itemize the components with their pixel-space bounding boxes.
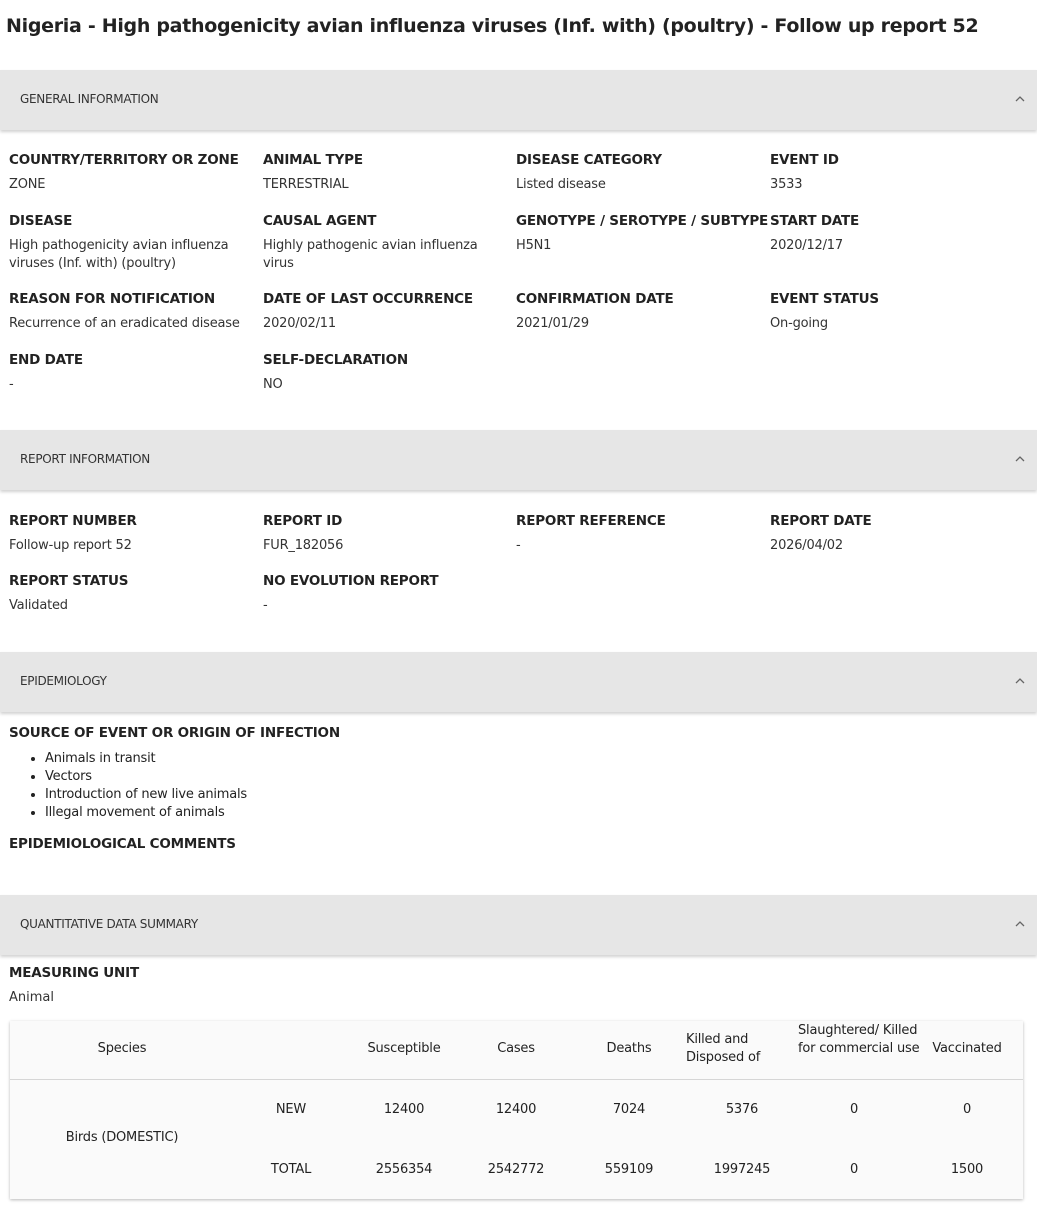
- chevron-up-icon[interactable]: [1013, 674, 1027, 688]
- field-report-status: [9, 573, 259, 615]
- field-label: CAUSAL AGENT: [263, 213, 377, 229]
- list-item: • Animals in transit: [45, 750, 247, 768]
- total-vaccinated: 1500: [950, 1162, 984, 1177]
- source-list: [27, 750, 247, 822]
- row-type-new: NEW: [275, 1102, 307, 1117]
- measuring-unit-value: Animal: [9, 990, 54, 1005]
- field-value: 2020/12/17: [770, 238, 843, 253]
- section-title: EPIDEMIOLOGY: [20, 674, 107, 688]
- field-label: DISEASE CATEGORY: [516, 152, 662, 168]
- field-label: ANIMAL TYPE: [263, 152, 363, 168]
- field-label: SELF-DECLARATION: [263, 352, 408, 368]
- field-label: REPORT ID: [263, 513, 343, 529]
- chevron-up-icon[interactable]: [1013, 92, 1027, 106]
- field-disease-category: [516, 152, 766, 194]
- new-killed-disposed: 5376: [725, 1102, 759, 1117]
- field-report-date: [770, 513, 1020, 555]
- field-value: -: [9, 377, 14, 392]
- chevron-up-icon[interactable]: [1013, 452, 1027, 466]
- measuring-unit-label: MEASURING UNIT: [9, 965, 139, 981]
- field-event-status: [770, 291, 1020, 333]
- field-report-reference: [516, 513, 766, 555]
- field-value: Highly pathogenic avian influenza virus: [263, 238, 478, 271]
- field-label: EVENT STATUS: [770, 291, 879, 307]
- chevron-up-icon[interactable]: [1013, 917, 1027, 931]
- field-label: NO EVOLUTION REPORT: [263, 573, 439, 589]
- field-end-date: [9, 352, 259, 394]
- field-value: On-going: [770, 316, 828, 331]
- field-country-zone: [9, 152, 259, 194]
- field-value: Recurrence of an eradicated disease: [9, 316, 240, 331]
- field-value: -: [263, 598, 268, 613]
- field-animal-type: [263, 152, 513, 194]
- field-event-id: [770, 152, 1020, 194]
- field-value: ZONE: [9, 177, 46, 192]
- field-reason-for-notification: [9, 291, 259, 333]
- field-value: 3533: [770, 177, 803, 192]
- column-header-cases: Cases: [497, 1041, 535, 1056]
- column-header-species: Species: [97, 1041, 147, 1056]
- field-value: 2020/02/11: [263, 316, 336, 331]
- field-label: END DATE: [9, 352, 83, 368]
- new-susceptible: 12400: [383, 1102, 425, 1117]
- field-label: REASON FOR NOTIFICATION: [9, 291, 216, 307]
- field-value: -: [516, 538, 521, 553]
- general-information-header[interactable]: [0, 70, 1037, 130]
- page-title: Nigeria - High pathogenicity avian influenza viruses (Inf. with) (poultry) - Follow up report 52: [6, 15, 979, 37]
- field-value: H5N1: [516, 238, 552, 253]
- field-self-declaration: [263, 352, 513, 394]
- field-value: FUR_182056: [263, 538, 344, 553]
- field-label: REPORT DATE: [770, 513, 872, 529]
- section-title: REPORT INFORMATION: [20, 452, 150, 466]
- epidemiology-header[interactable]: [0, 652, 1037, 712]
- new-vaccinated: 0: [962, 1102, 972, 1117]
- field-label: DATE OF LAST OCCURRENCE: [263, 291, 473, 307]
- field-date-of-last-occurrence: [263, 291, 513, 333]
- section-title: GENERAL INFORMATION: [20, 92, 159, 106]
- total-deaths: 559109: [604, 1162, 654, 1177]
- field-value: Listed disease: [516, 177, 606, 192]
- header-divider: [10, 1079, 1023, 1080]
- field-label: REPORT REFERENCE: [516, 513, 666, 529]
- field-label: EVENT ID: [770, 152, 839, 168]
- field-label: COUNTRY/TERRITORY OR ZONE: [9, 152, 239, 168]
- total-susceptible: 2556354: [375, 1162, 433, 1177]
- species-cell: Birds (DOMESTIC): [65, 1130, 179, 1145]
- field-genotype-serotype-subtype: [516, 213, 769, 255]
- field-report-number: [9, 513, 259, 555]
- quantitative-data-table: [10, 1021, 1023, 1199]
- field-value: TERRESTRIAL: [263, 177, 349, 192]
- field-label: DISEASE: [9, 213, 73, 229]
- new-slaughtered: 0: [849, 1102, 859, 1117]
- column-header-killed-disposed: Killed and Disposed of: [686, 1032, 761, 1065]
- section-title: QUANTITATIVE DATA SUMMARY: [20, 917, 198, 931]
- field-disease: [9, 213, 249, 273]
- new-cases: 12400: [495, 1102, 537, 1117]
- field-value: Validated: [9, 598, 68, 613]
- field-no-evolution-report: [263, 573, 513, 615]
- total-slaughtered: 0: [849, 1162, 859, 1177]
- column-header-vaccinated: Vaccinated: [932, 1041, 1002, 1056]
- field-confirmation-date: [516, 291, 766, 333]
- list-item: • Illegal movement of animals: [45, 804, 247, 822]
- total-killed-disposed: 1997245: [713, 1162, 771, 1177]
- column-header-slaughtered: Slaughtered/ Killed for commercial use: [798, 1023, 920, 1056]
- list-item: • Introduction of new live animals: [45, 786, 247, 804]
- field-value: 2021/01/29: [516, 316, 589, 331]
- field-label: GENOTYPE / SEROTYPE / SUBTYPE: [516, 213, 769, 229]
- column-header-susceptible: Susceptible: [367, 1041, 441, 1056]
- field-start-date: [770, 213, 1020, 255]
- field-value: 2026/04/02: [770, 538, 843, 553]
- list-item: • Vectors: [45, 768, 247, 786]
- field-label: REPORT STATUS: [9, 573, 129, 589]
- quantitative-data-summary-header[interactable]: [0, 895, 1037, 955]
- field-causal-agent: [263, 213, 503, 273]
- field-value: High pathogenicity avian influenza viruses (Inf. with) (poultry): [9, 238, 229, 271]
- epidemiological-comments-label: EPIDEMIOLOGICAL COMMENTS: [9, 836, 236, 852]
- new-deaths: 7024: [612, 1102, 646, 1117]
- field-value: Follow-up report 52: [9, 538, 132, 553]
- total-cases: 2542772: [487, 1162, 545, 1177]
- report-information-header[interactable]: [0, 430, 1037, 490]
- field-value: NO: [263, 377, 283, 392]
- field-label: CONFIRMATION DATE: [516, 291, 674, 307]
- row-type-total: TOTAL: [270, 1162, 312, 1177]
- field-label: START DATE: [770, 213, 860, 229]
- field-label: REPORT NUMBER: [9, 513, 137, 529]
- field-report-id: [263, 513, 513, 555]
- column-header-deaths: Deaths: [606, 1041, 652, 1056]
- source-of-event-label: SOURCE OF EVENT OR ORIGIN OF INFECTION: [9, 725, 340, 741]
